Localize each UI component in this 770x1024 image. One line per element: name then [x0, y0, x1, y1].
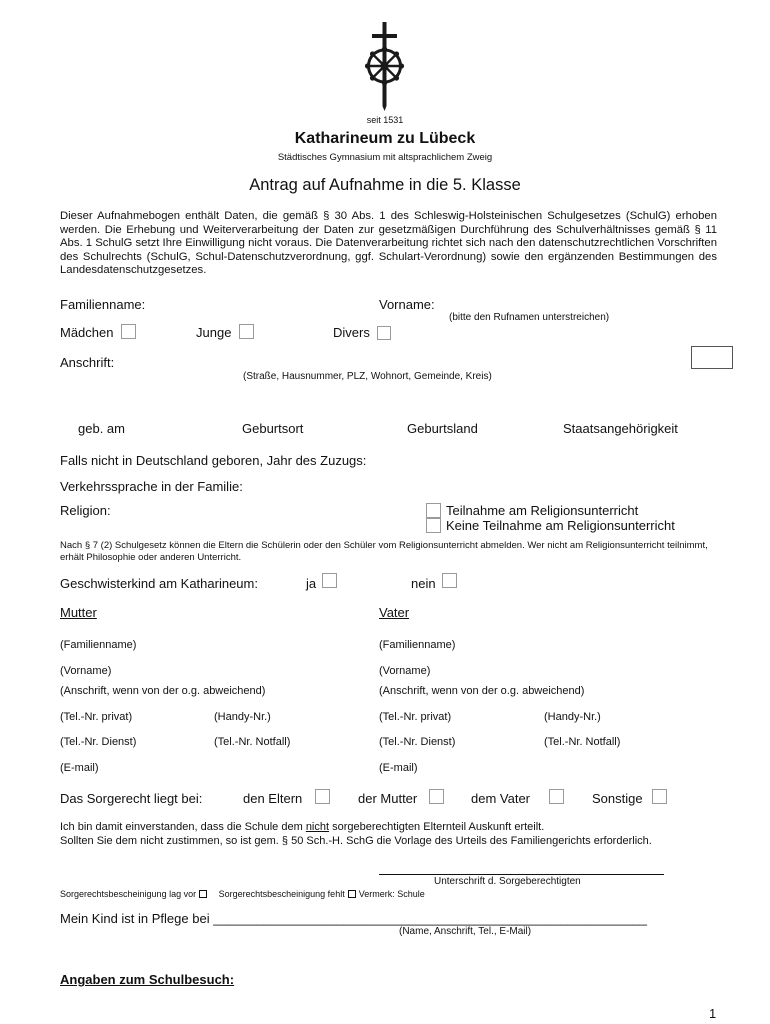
consent-text-a: Ich bin damit einverstanden, dass die Schule dem [60, 821, 306, 833]
consent-line-2: Sollten Sie dem nicht zustimmen, so ist gem. § 50 Sch.-H. SchG die Vorlage des Urteils des Familiengerichts erforderlich. [60, 835, 652, 847]
signature-line[interactable] [379, 874, 664, 875]
mutter-anschrift: (Anschrift, wenn von der o.g. abweichend) [60, 685, 266, 697]
vater-tel-dienst: (Tel.-Nr. Dienst) [379, 736, 456, 748]
religion-teilnahme-label: Teilnahme am Religionsunterricht [446, 503, 639, 518]
mutter-heading: Mutter [60, 605, 97, 620]
mutter-tel-dienst: (Tel.-Nr. Dienst) [60, 736, 137, 748]
school-name: Katharineum zu Lübeck [294, 130, 476, 147]
vater-anschrift: (Anschrift, wenn von der o.g. abweichend) [379, 685, 585, 697]
signature-caption: Unterschrift d. Sorgeberechtigten [434, 876, 581, 887]
familienname-label: Familienname: [60, 297, 146, 312]
mutter-email: (E-mail) [60, 762, 99, 774]
bescheinigung-vor-checkbox[interactable] [199, 890, 207, 898]
pflege-hint: (Name, Anschrift, Tel., E-Mail) [399, 926, 532, 937]
mutter-tel-notfall: (Tel.-Nr. Notfall) [214, 736, 291, 748]
vater-vorname: (Vorname) [379, 665, 431, 677]
anschrift-hint: (Straße, Hausnummer, PLZ, Wohnort, Gemeinde, Kreis) [243, 371, 492, 382]
vermerk-label: Vermerk: Schule [358, 889, 425, 899]
vater-tel-notfall: (Tel.-Nr. Notfall) [544, 736, 621, 748]
sorgerecht-mutter-checkbox[interactable] [429, 789, 444, 804]
sorgerecht-vater-label: dem Vater [471, 791, 531, 806]
consent-text-c: sorgeberechtigten Elternteil Auskunft erteilt. [329, 821, 545, 833]
schulbesuch-heading: Angaben zum Schulbesuch: [60, 972, 235, 987]
geburtsland-label: Geburtsland [407, 421, 478, 436]
page-title: Antrag auf Aufnahme in die 5. Klasse [249, 176, 521, 194]
sorgerecht-label: Das Sorgerecht liegt bei: [60, 791, 203, 806]
religion-keine-teilnahme-label: Keine Teilnahme am Religionsunterricht [446, 518, 675, 533]
divers-checkbox[interactable] [377, 326, 391, 340]
school-subtitle: Städtisches Gymnasium mit altsprachlichem Zweig [277, 152, 493, 163]
sorgerecht-vater-checkbox[interactable] [549, 789, 564, 804]
vorname-label: Vorname: [379, 297, 435, 312]
religion-keine-teilnahme-checkbox[interactable] [426, 518, 441, 533]
vater-email: (E-mail) [379, 762, 418, 774]
consent-text-nicht: nicht [305, 821, 330, 833]
mutter-tel-privat: (Tel.-Nr. privat) [60, 711, 133, 723]
geschwister-ja-label: ja [306, 576, 317, 591]
page-number: 1 [709, 1006, 717, 1021]
sorgerecht-sonstige-checkbox[interactable] [652, 789, 667, 804]
intro-paragraph: Dieser Aufnahmebogen enthält Daten, die gemäß § 30 Abs. 1 des Schleswig-Holsteinischen Schulgesetzes (SchulG) erhoben werden. Die Erhebung und Weiterverarbeitung der Daten zur gesetzmäßigen Durchführung des Schulverhältnisses gemäß § 11 Abs. 1 SchulG setzt Ihre Einwilligung nicht voraus. Die Datenverarbeitung richtet sich nach den datenschutzrechtlichen Vorschriften des Schulrechts (SchulG, Schul-Datenschutzverordnung, ggf. Schulart-Verordnung) sowie den ergänzenden Bestimmungen des Landesdatenschutzgesetzes. [60, 210, 717, 277]
vater-handy: (Handy-Nr.) [544, 711, 601, 723]
geschwister-nein-label: nein [411, 576, 436, 591]
vorname-hint: (bitte den Rufnamen unterstreichen) [449, 312, 610, 323]
geschwister-ja-checkbox[interactable] [322, 573, 337, 588]
maedchen-checkbox[interactable] [121, 324, 136, 339]
junge-checkbox[interactable] [239, 324, 254, 339]
vater-heading: Vater [379, 605, 410, 620]
bescheinigung-row [60, 889, 425, 899]
office-entry-box[interactable] [691, 346, 733, 369]
sorgerecht-eltern-checkbox[interactable] [315, 789, 330, 804]
bescheinigung-vor-label: Sorgerechtsbescheinigung lag vor [60, 889, 197, 899]
religion-label: Religion: [60, 503, 111, 518]
geb-am-label: geb. am [78, 421, 125, 436]
since-year: seit 1531 [366, 115, 404, 125]
consent-line-1 [60, 821, 544, 833]
sorgerecht-mutter-label: der Mutter [358, 791, 418, 806]
verkehrssprache-label: Verkehrssprache in der Familie: [60, 479, 243, 494]
geburtsort-label: Geburtsort [242, 421, 304, 436]
sorgerecht-sonstige-label: Sonstige [592, 791, 643, 806]
religion-note: Nach § 7 (2) Schulgesetz können die Eltern die Schülerin oder den Schüler vom Religionsunterricht abmelden. Wer nicht am Religionsunterricht teilnimmt, erhält Philosophie oder anderen Unterricht. [60, 540, 708, 563]
divers-label: Divers [333, 325, 370, 340]
pflege-input-line[interactable]: ____________________________________________________________ [213, 911, 648, 926]
mutter-handy: (Handy-Nr.) [214, 711, 271, 723]
pflege-row [60, 911, 647, 926]
geschwister-label: Geschwisterkind am Katharineum: [60, 576, 258, 591]
mutter-vorname: (Vorname) [60, 665, 112, 677]
geschwister-nein-checkbox[interactable] [442, 573, 457, 588]
maedchen-label: Mädchen [60, 325, 114, 340]
school-logo [360, 20, 410, 112]
anschrift-label: Anschrift: [60, 355, 115, 370]
pflege-label: Mein Kind ist in Pflege bei [60, 911, 210, 926]
staatsangehoerigkeit-label: Staatsangehörigkeit [563, 421, 678, 436]
bescheinigung-fehlt-checkbox[interactable] [348, 890, 356, 898]
sorgerecht-eltern-label: den Eltern [243, 791, 303, 806]
bescheinigung-fehlt-label: Sorgerechtsbescheinigung fehlt [218, 889, 345, 899]
vater-familienname: (Familienname) [379, 639, 456, 651]
vater-tel-privat: (Tel.-Nr. privat) [379, 711, 452, 723]
junge-label: Junge [196, 325, 232, 340]
mutter-familienname: (Familienname) [60, 639, 137, 651]
zuzug-label: Falls nicht in Deutschland geboren, Jahr des Zuzugs: [60, 453, 367, 468]
religion-teilnahme-checkbox[interactable] [426, 503, 441, 518]
